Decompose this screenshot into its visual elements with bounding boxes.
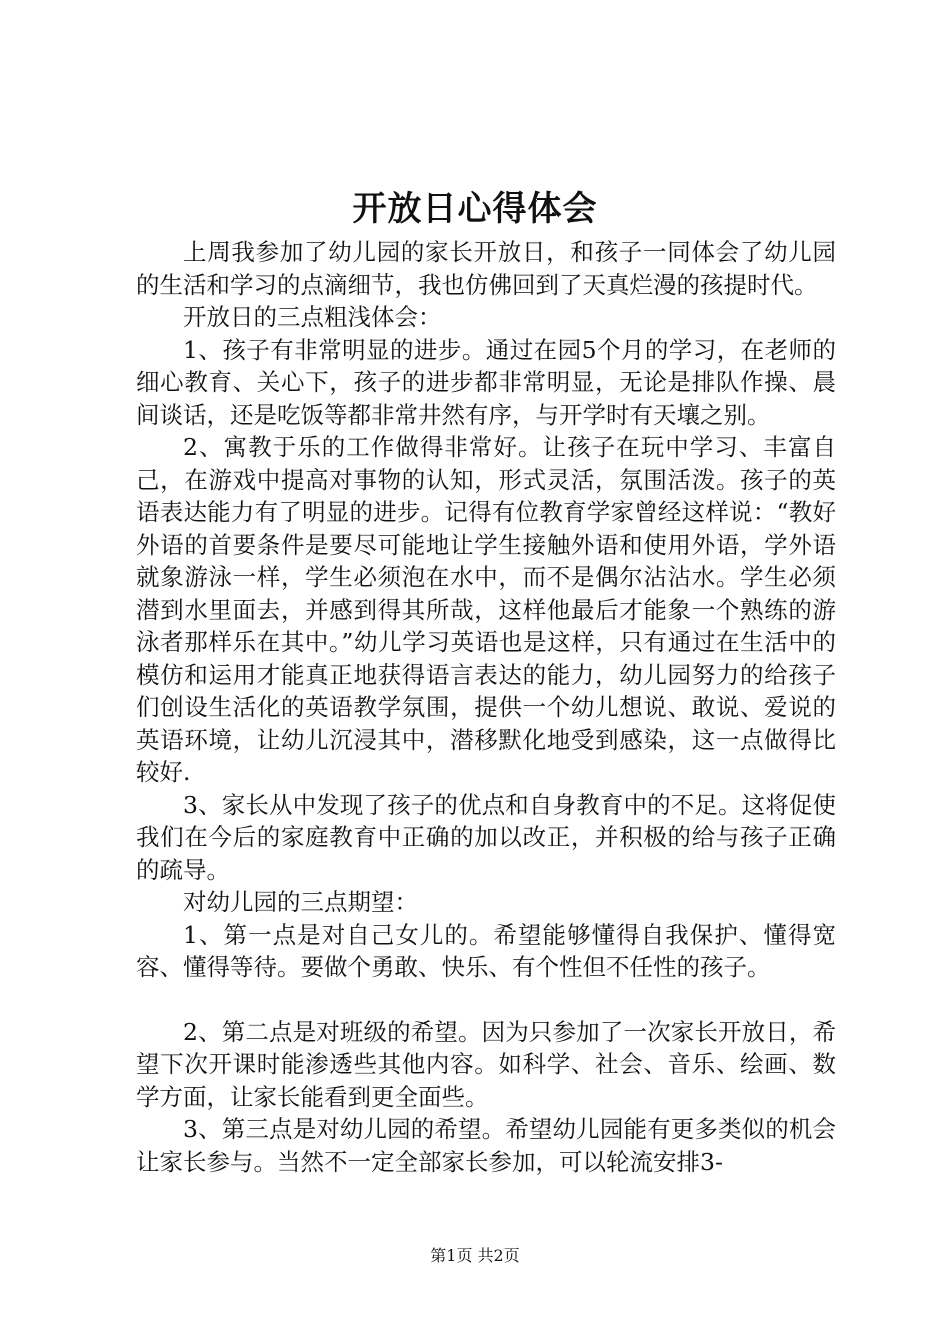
paragraph-impression-1: 1、孩子有非常明显的进步。通过在园5个月的学习，在老师的细心教育、关心下，孩子的进步都非常明显，无论是排队作操、晨间谈话，还是吃饭等都非常井然有序，与开学时有天壤之别。 (136, 335, 836, 429)
paragraph-impression-2: 2、寓教于乐的工作做得非常好。让孩子在玩中学习、丰富自己，在游戏中提高对事物的认知，形式灵活，氛围活泼。孩子的英语表达能力有了明显的进步。记得有位教育学家曾经这样说：“教好外语的首要条件是要尽可能地让学生接触外语和使用外语，学外语就象游泳一样，学生必须泡在水中，而不是偶尔沾沾水。学生必须潜到水里面去，并感到得其所哉，这样他最后才能象一个熟练的游泳者那样乐在其中。”幼儿学习英语也是这样，只有通过在生活中的模仿和运用才能真正地获得语言表达的能力，幼儿园努力的给孩子们创设生活化的英语教学氛围，提供一个幼儿想说、敢说、爱说的英语环境，让幼儿沉浸其中，潜移默化地受到感染，这一点做得比较好. (136, 433, 836, 786)
page-footer: 第1页 共2页 (430, 1246, 520, 1265)
paragraph-expectation-1: 1、第一点是对自己女儿的。希望能够懂得自我保护、懂得宽容、懂得等待。要做个勇敢、快乐、有个性但不任性的孩子。 (136, 920, 836, 981)
document-title: 开放日心得体会 (352, 189, 598, 229)
document-body (136, 236, 836, 1178)
paragraph-expectation-3: 3、第三点是对幼儿园的希望。希望幼儿园能有更多类似的机会让家长参与。当然不一定全部家长参加，可以轮流安排3- (136, 1115, 836, 1176)
paragraph-expectation-2: 2、第二点是对班级的希望。因为只参加了一次家长开放日，希望下次开课时能渗透些其他内容。如科学、社会、音乐、绘画、数学方面，让家长能看到更全面些。 (136, 1017, 836, 1111)
paragraph-heading-expectations: 对幼儿园的三点期望： (183, 888, 418, 916)
paragraph-heading-impressions: 开放日的三点粗浅体会： (183, 303, 442, 331)
paragraph-impression-3: 3、家长从中发现了孩子的优点和自身教育中的不足。这将促使我们在今后的家庭教育中正确的加以改正，并积极的给与孩子正确的疏导。 (136, 790, 836, 884)
paragraph-intro: 上周我参加了幼儿园的家长开放日，和孩子一同体会了幼儿园的生活和学习的点滴细节，我也仿佛回到了天真烂漫的孩提时代。 (136, 238, 836, 299)
